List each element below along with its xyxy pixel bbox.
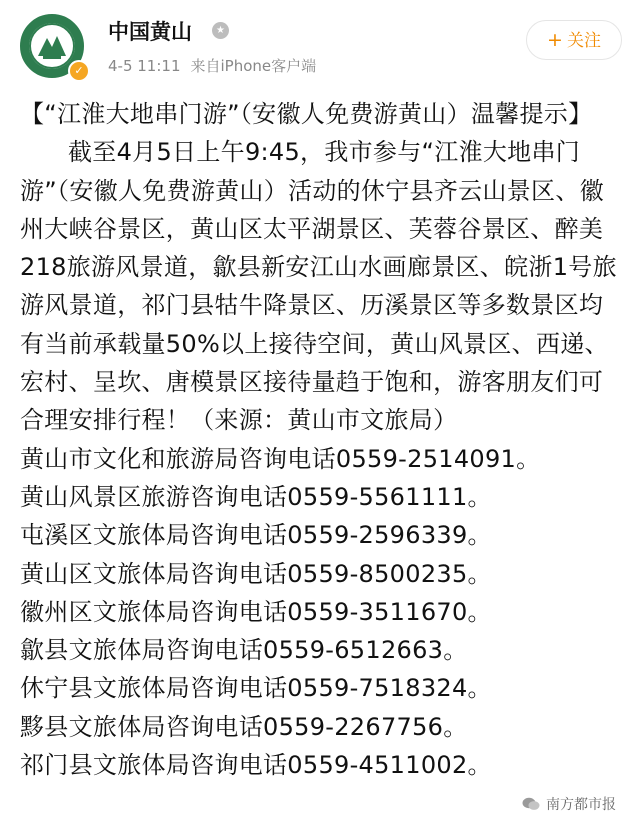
verified-badge-icon: ✓ (68, 60, 90, 82)
plus-icon: + (547, 29, 563, 51)
hotline-item: 祁门县文旅体局咨询电话0559-4511002。 (20, 751, 492, 780)
post-timestamp: 4-5 11:11 (108, 57, 181, 75)
follow-label: 关注 (566, 31, 601, 51)
hotline-item: 徽州区文旅体局咨询电话0559-3511670。 (20, 597, 492, 626)
hotline-item: 休宁县文旅体局咨询电话0559-7518324。 (20, 674, 492, 703)
follow-button[interactable] (526, 20, 622, 60)
post-paragraph: 截至4月5日上午9:45，我市参与“江淮大地串门游”（安徽人免费游黄山）活动的休宁县齐云山景区、徽州大峡谷景区，黄山区太平湖景区、芙蓉谷景区、醉美218旅游风景道，歙县新安江山水画廊景区、皖浙1号旅游风景道，祁门县牯牛降景区、历溪景区等多数景区均有当前承载量50%以上接待空间，黄山风景区、西递、宏村、呈坎、唐模景区接待量趋于饱和，游客朋友们可合理安排行程！（来源：黄山市文旅局） (20, 138, 617, 435)
post-source: 来自iPhone客户端 (190, 57, 317, 75)
medal-icon: ★ (212, 22, 229, 39)
huangshan-logo-icon (29, 23, 75, 69)
post-header (0, 0, 640, 88)
hotline-item: 歙县文旅体局咨询电话0559-6512663。 (20, 636, 468, 665)
post-content (20, 95, 620, 784)
hotline-item: 黟县文旅体局咨询电话0559-2267756。 (20, 712, 468, 741)
post-meta (108, 55, 326, 76)
hotline-item: 黄山区文旅体局咨询电话0559-8500235。 (20, 559, 492, 588)
wechat-icon (522, 797, 540, 811)
account-name[interactable]: 中国黄山 (108, 20, 192, 44)
hotline-item: 屯溪区文旅体局咨询电话0559-2596339。 (20, 521, 492, 550)
watermark-text: 南方都市报 (546, 797, 616, 813)
watermark (522, 794, 616, 814)
hotline-item: 黄山风景区旅游咨询电话0559-5561111。 (20, 482, 492, 511)
post-title: 【“江淮大地串门游”（安徽人免费游黄山）温馨提示】 (20, 100, 593, 128)
hotline-item: 黄山市文化和旅游局咨询电话0559-2514091。 (20, 444, 541, 473)
